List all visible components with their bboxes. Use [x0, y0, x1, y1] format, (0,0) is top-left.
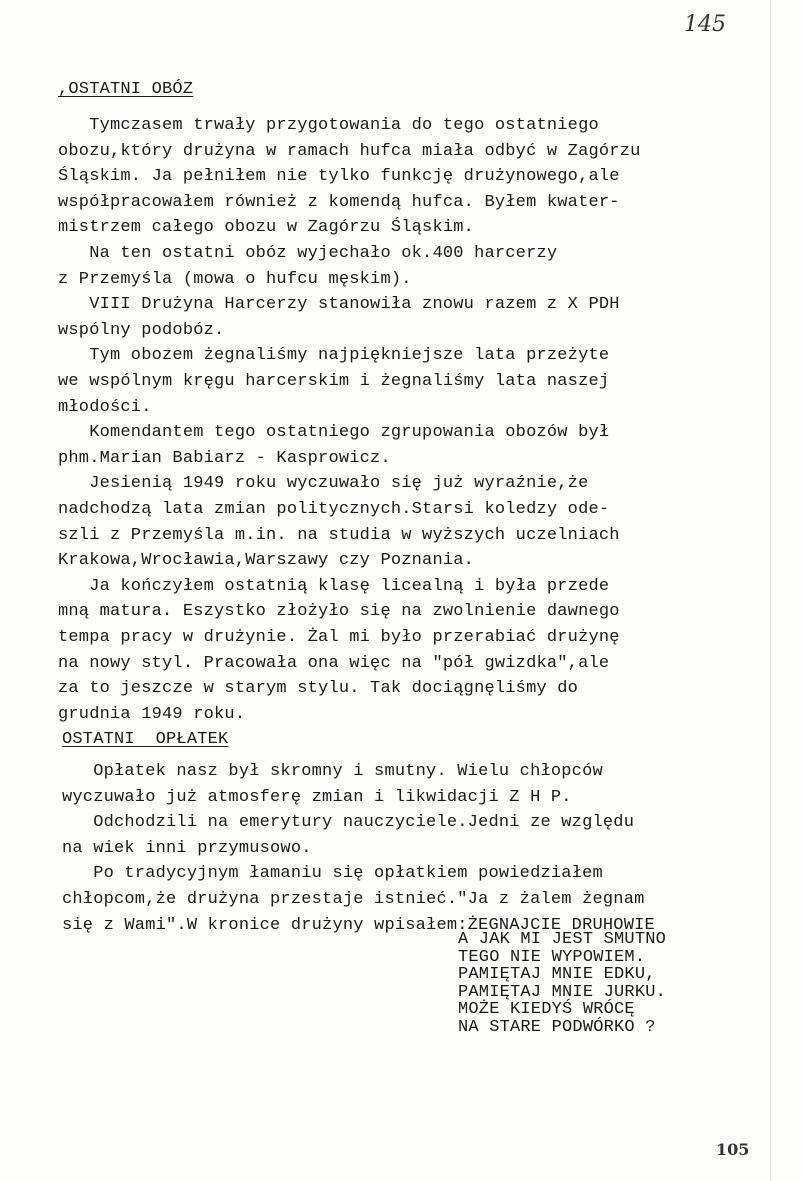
section-heading-ostatni-oboz: ,OSTATNI OBÓZ [58, 80, 194, 99]
text-line: NA STARE PODWÓRKO ? [458, 1018, 656, 1037]
section-heading-ostatni-oplatek: OSTATNI OPŁATEK [62, 730, 229, 749]
text-line: phm.Marian Babiarz - Kasprowicz. [58, 448, 391, 468]
text-line: z Przemyśla (mowa o hufcu męskim). [58, 269, 412, 289]
text-line: współpracowałem również z komendą hufca. Byłem kwater- [58, 192, 620, 212]
text-line: młodości. [58, 397, 152, 417]
text-line: PAMIĘTAJ MNIE EDKU, [458, 965, 656, 985]
text-line: wyczuwało już atmosferę zmian i likwidacji Z H P. [62, 787, 572, 807]
typed-page-number: 105 [716, 1140, 750, 1159]
text-line: MOŻE KIEDYŚ WRÓCĘ [458, 1000, 635, 1020]
text-line: nadchodzą lata zmian politycznych.Starsi koledzy ode- [58, 500, 610, 519]
text-line: Odchodzili na emerytury nauczyciele.Jedni ze względu [62, 813, 635, 833]
page-edge-shadow [770, 0, 771, 1181]
text-line: szli z Przemyśla m.in. na studia w wyższych uczelniach [58, 525, 620, 545]
text-line: A JAK MI JEST SMUTNO [458, 930, 667, 949]
text-line: na nowy styl. Pracowała ona więc na "pół gwizdka",ale [58, 653, 610, 673]
text-line: chłopcom,że drużyna przestaje istnieć."Ja z żalem żegnam [62, 890, 645, 909]
text-line: grudnia 1949 roku. [58, 704, 246, 724]
text-line: obozu,który drużyna w ramach hufca miała odbyć w Zagórzu [58, 141, 641, 161]
text-line: mistrzem całego obozu w Zagórzu Śląskim. [58, 218, 475, 238]
text-line: tempa pracy w drużynie. Żal mi było przerabiać drużynę [58, 628, 620, 647]
text-line: Na ten ostatni obóz wyjechało ok.400 harcerzy [58, 244, 558, 263]
text-line: Krakowa,Wrocławia,Warszawy czy Poznania. [58, 551, 475, 571]
text-line: Ja kończyłem ostatnią klasę licealną i była przede [58, 576, 610, 596]
text-line: Tym obozem żegnaliśmy najpiękniejsze lata przeżyte [58, 346, 610, 366]
text-line: Komendantem tego ostatniego zgrupowania obozów był [58, 423, 610, 443]
text-line: się z Wami".W kronice drużyny wpisałem:ŻEGNAJCIE DRUHOWIE [62, 915, 655, 935]
text-line: VIII Drużyna Harcerzy stanowiła znowu razem z X PDH [58, 295, 620, 315]
text-line: we wspólnym kręgu harcerskim i żegnaliśmy lata naszej [58, 372, 610, 391]
text-line: Po tradycyjnym łamaniu się opłatkiem powiedziałem [62, 864, 603, 884]
text-line: Tymczasem trwały przygotowania do tego ostatniego [58, 116, 599, 135]
text-line: mną matura. Eszystko złożyło się na zwolnienie dawnego [58, 602, 620, 622]
text-line: Śląskim. Ja pełniłem nie tylko funkcję drużynowego,ale [58, 167, 620, 187]
text-line: TEGO NIE WYPOWIEM. [458, 947, 646, 967]
text-line: za to jeszcze w starym stylu. Tak dociągnęliśmy do [58, 679, 579, 699]
text-line: Jesienią 1949 roku wyczuwało się już wyraźnie,że [58, 474, 589, 494]
text-line: wspólny podobóz. [58, 320, 225, 340]
text-line: na wiek inni przymusowo. [62, 838, 312, 858]
text-line: Opłatek nasz był skromny i smutny. Wielu chłopców [62, 762, 603, 781]
handwritten-page-number: 145 [684, 12, 726, 37]
text-line: PAMIĘTAJ MNIE JURKU. [458, 982, 667, 1002]
